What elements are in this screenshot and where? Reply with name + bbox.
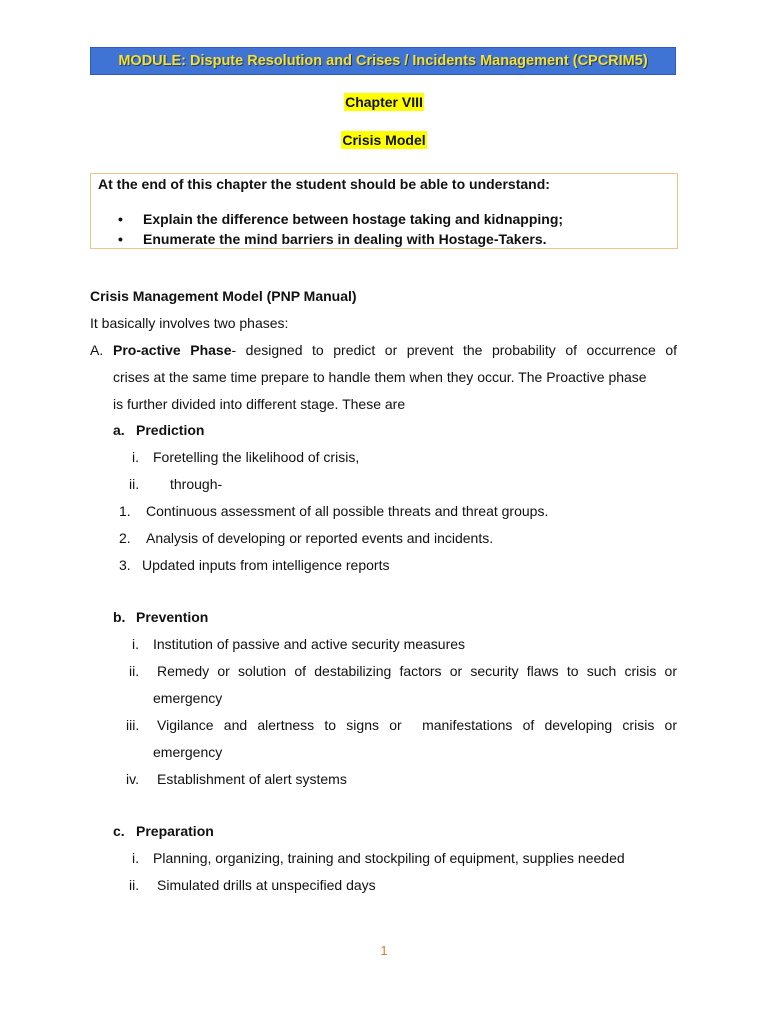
list-marker: i. xyxy=(132,449,139,465)
section-heading: Crisis Management Model (PNP Manual) xyxy=(90,288,357,304)
chapter-label xyxy=(0,94,768,112)
prevention-heading: Prevention xyxy=(136,609,209,625)
prevention-marker: b. xyxy=(113,609,126,625)
list-item: Simulated drills at unspecified days xyxy=(157,877,376,893)
bullet-icon: • xyxy=(118,211,123,227)
list-marker: i. xyxy=(132,636,139,652)
list-item: Foretelling the likelihood of crisis, xyxy=(153,449,360,465)
phase-a-line1 xyxy=(113,342,677,358)
module-banner xyxy=(90,47,676,75)
preparation-marker: c. xyxy=(113,823,125,839)
bullet-icon: • xyxy=(118,231,123,247)
list-item-continuation: emergency xyxy=(153,690,223,706)
phase-a-marker: A. xyxy=(90,342,104,358)
preparation-heading: Preparation xyxy=(136,823,214,839)
list-marker: 3. xyxy=(119,557,131,573)
list-marker: 2. xyxy=(119,530,131,546)
list-item: Analysis of developing or reported events and incidents. xyxy=(146,530,494,546)
phase-a-term: Pro-active Phase xyxy=(113,342,232,358)
list-item: Planning, organizing, training and stockpiling of equipment, supplies needed xyxy=(153,850,625,866)
list-marker: i. xyxy=(132,850,139,866)
list-item-continuation: emergency xyxy=(153,744,223,760)
list-item: through- xyxy=(170,476,223,492)
list-item: Vigilance and alertness to signs or manifestations of developing crisis or xyxy=(157,717,677,733)
prediction-marker: a. xyxy=(113,422,125,438)
list-item: Continuous assessment of all possible threats and threat groups. xyxy=(146,503,549,519)
list-marker: ii. xyxy=(129,663,140,679)
objectives-intro: At the end of this chapter the student should be able to understand: xyxy=(98,176,550,192)
list-marker: iii. xyxy=(126,717,140,733)
prediction-heading: Prediction xyxy=(136,422,205,438)
module-title: MODULE: Dispute Resolution and Crises / Incidents Management (CPCRIM5) xyxy=(118,53,648,69)
objective-text: Explain the difference between hostage taking and kidnapping; xyxy=(143,211,564,227)
chapter-title-text: Crisis Model xyxy=(342,132,426,148)
list-item: Institution of passive and active security measures xyxy=(153,636,466,652)
chapter-number: Chapter VIII xyxy=(345,94,423,110)
page-number: 1 xyxy=(380,943,388,958)
list-item: Updated inputs from intelligence reports xyxy=(142,557,390,573)
phase-a-line2: crises at the same time prepare to handle them when they occur. The Proactive phase xyxy=(113,369,647,385)
list-marker: iv. xyxy=(126,771,139,787)
list-marker: 1. xyxy=(119,503,131,519)
list-item: Remedy or solution of destabilizing factors or security flaws to such crisis or xyxy=(157,663,677,679)
phase-a-line3: is further divided into different stage. These are xyxy=(113,396,406,412)
list-marker: ii. xyxy=(129,476,140,492)
intro-line: It basically involves two phases: xyxy=(90,315,289,331)
objective-text: Enumerate the mind barriers in dealing with Hostage-Takers. xyxy=(143,231,547,247)
chapter-title xyxy=(0,132,768,150)
list-item: Establishment of alert systems xyxy=(157,771,347,787)
phase-a-desc: - designed to predict or prevent the probability of occurrence of xyxy=(231,342,677,358)
list-marker: ii. xyxy=(129,877,140,893)
